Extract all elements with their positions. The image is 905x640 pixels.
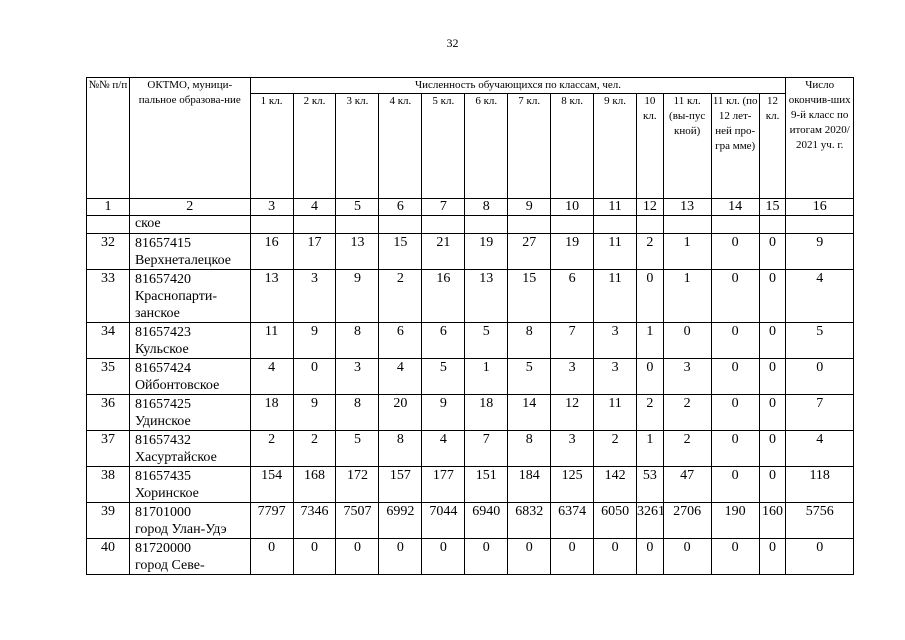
empty-cell (336, 216, 379, 234)
value-cell: 2 (594, 431, 637, 467)
empty-cell (637, 216, 664, 234)
value-cell: 5 (508, 359, 551, 395)
oktmo-code: 81657420 (134, 272, 191, 287)
value-cell: 17 (293, 234, 336, 270)
column-number: 8 (465, 199, 508, 216)
table-row (87, 395, 854, 431)
value-cell: 0 (786, 359, 854, 395)
value-cell: 0 (293, 359, 336, 395)
value-cell: 0 (759, 359, 786, 395)
empty-cell (379, 216, 422, 234)
municipality-name: Удинское (134, 414, 191, 429)
municipality-cell (129, 270, 250, 323)
table-row (87, 539, 854, 575)
column-number: 9 (508, 199, 551, 216)
value-cell: 0 (759, 467, 786, 503)
value-cell: 168 (293, 467, 336, 503)
value-cell: 8 (508, 323, 551, 359)
value-cell: 151 (465, 467, 508, 503)
header-grade: 12 кл. (759, 94, 786, 199)
value-cell: 8 (336, 395, 379, 431)
oktmo-code: 81657415 (134, 236, 191, 251)
table-row (87, 431, 854, 467)
value-cell: 0 (594, 539, 637, 575)
value-cell: 4 (786, 431, 854, 467)
row-number: 37 (87, 431, 130, 467)
header-row-group (87, 78, 854, 94)
value-cell: 1 (637, 323, 664, 359)
value-cell: 4 (250, 359, 293, 395)
value-cell: 21 (422, 234, 465, 270)
row-number: 38 (87, 467, 130, 503)
row-number: 36 (87, 395, 130, 431)
value-cell: 8 (379, 431, 422, 467)
value-cell: 3 (663, 359, 711, 395)
value-cell: 7 (786, 395, 854, 431)
value-cell: 9 (336, 270, 379, 323)
value-cell: 0 (711, 539, 759, 575)
value-cell: 0 (711, 270, 759, 323)
value-cell: 3 (551, 431, 594, 467)
header-graduates: Число окончив-ших 9-й класс по итогам 2020/ 2021 уч. г. (786, 78, 854, 199)
value-cell: 15 (508, 270, 551, 323)
value-cell: 2 (379, 270, 422, 323)
header-grade: 7 кл. (508, 94, 551, 199)
value-cell: 0 (711, 323, 759, 359)
value-cell: 157 (379, 467, 422, 503)
header-grade: 3 кл. (336, 94, 379, 199)
value-cell: 0 (711, 395, 759, 431)
value-cell: 6050 (594, 503, 637, 539)
continued-row (87, 216, 854, 234)
value-cell: 177 (422, 467, 465, 503)
value-cell: 3 (293, 270, 336, 323)
value-cell: 0 (711, 467, 759, 503)
value-cell: 3 (336, 359, 379, 395)
value-cell: 3 (551, 359, 594, 395)
header-grade: 11 кл. (по 12 лет-ней про-гра мме) (711, 94, 759, 199)
value-cell: 2 (663, 431, 711, 467)
value-cell: 0 (637, 539, 664, 575)
value-cell: 0 (379, 539, 422, 575)
empty-cell (87, 216, 130, 234)
value-cell: 2 (250, 431, 293, 467)
empty-cell (759, 216, 786, 234)
header-grades-group: Численность обучающихся по классам, чел. (250, 78, 786, 94)
municipality-cell (129, 467, 250, 503)
column-number: 1 (87, 199, 130, 216)
value-cell: 184 (508, 467, 551, 503)
value-cell: 0 (711, 431, 759, 467)
value-cell: 0 (250, 539, 293, 575)
value-cell: 16 (250, 234, 293, 270)
value-cell: 172 (336, 467, 379, 503)
value-cell: 125 (551, 467, 594, 503)
column-number: 16 (786, 199, 854, 216)
value-cell: 1 (637, 431, 664, 467)
municipality-name: Хоринское (134, 486, 199, 501)
value-cell: 5 (336, 431, 379, 467)
column-number: 12 (637, 199, 664, 216)
oktmo-code: 81657425 (134, 397, 191, 412)
header-oktmo: ОКТМО, муници-пальное образова-ние (129, 78, 250, 199)
table-row (87, 467, 854, 503)
oktmo-code: 81657424 (134, 361, 191, 376)
value-cell: 6374 (551, 503, 594, 539)
value-cell: 5756 (786, 503, 854, 539)
column-number: 10 (551, 199, 594, 216)
column-number: 13 (663, 199, 711, 216)
value-cell: 13 (336, 234, 379, 270)
value-cell: 7346 (293, 503, 336, 539)
header-number: №№ п/п (87, 78, 130, 199)
value-cell: 11 (594, 234, 637, 270)
row-number: 34 (87, 323, 130, 359)
continued-name: ское (129, 216, 250, 234)
column-number: 11 (594, 199, 637, 216)
value-cell: 9 (293, 323, 336, 359)
value-cell: 11 (594, 395, 637, 431)
value-cell: 6832 (508, 503, 551, 539)
row-number: 40 (87, 539, 130, 575)
value-cell: 0 (786, 539, 854, 575)
value-cell: 9 (422, 395, 465, 431)
value-cell: 118 (786, 467, 854, 503)
value-cell: 0 (336, 539, 379, 575)
value-cell: 5 (422, 359, 465, 395)
value-cell: 0 (711, 359, 759, 395)
value-cell: 9 (786, 234, 854, 270)
column-number: 15 (759, 199, 786, 216)
value-cell: 0 (759, 270, 786, 323)
table-body (87, 199, 854, 575)
value-cell: 0 (759, 395, 786, 431)
row-number: 32 (87, 234, 130, 270)
header-grade: 11 кл. (вы-пус кной) (663, 94, 711, 199)
value-cell: 53 (637, 467, 664, 503)
empty-cell (250, 216, 293, 234)
value-cell: 7507 (336, 503, 379, 539)
value-cell: 27 (508, 234, 551, 270)
value-cell: 142 (594, 467, 637, 503)
municipality-cell (129, 359, 250, 395)
value-cell: 15 (379, 234, 422, 270)
value-cell: 7 (551, 323, 594, 359)
value-cell: 0 (759, 323, 786, 359)
value-cell: 6 (422, 323, 465, 359)
column-number-row (87, 199, 854, 216)
value-cell: 18 (465, 395, 508, 431)
value-cell: 47 (663, 467, 711, 503)
oktmo-code: 81657432 (134, 433, 191, 448)
empty-cell (594, 216, 637, 234)
value-cell: 13 (465, 270, 508, 323)
header-grade: 9 кл. (594, 94, 637, 199)
column-number: 2 (129, 199, 250, 216)
value-cell: 8 (508, 431, 551, 467)
municipality-cell (129, 539, 250, 575)
empty-cell (508, 216, 551, 234)
column-number: 4 (293, 199, 336, 216)
oktmo-code: 81657435 (134, 469, 191, 484)
municipality-cell (129, 503, 250, 539)
municipality-name: Хасуртайское (134, 450, 217, 465)
value-cell: 19 (551, 234, 594, 270)
value-cell: 160 (759, 503, 786, 539)
value-cell: 9 (293, 395, 336, 431)
value-cell: 0 (293, 539, 336, 575)
empty-cell (786, 216, 854, 234)
value-cell: 0 (663, 539, 711, 575)
value-cell: 14 (508, 395, 551, 431)
municipality-name: Краснопарти-занское (134, 289, 217, 321)
column-number: 7 (422, 199, 465, 216)
value-cell: 0 (465, 539, 508, 575)
column-number: 14 (711, 199, 759, 216)
value-cell: 4 (379, 359, 422, 395)
value-cell: 0 (508, 539, 551, 575)
value-cell: 5 (786, 323, 854, 359)
value-cell: 0 (551, 539, 594, 575)
table-row (87, 323, 854, 359)
municipality-name: Верхнеталецкое (134, 253, 231, 268)
empty-cell (465, 216, 508, 234)
value-cell: 11 (250, 323, 293, 359)
value-cell: 6940 (465, 503, 508, 539)
value-cell: 4 (786, 270, 854, 323)
value-cell: 0 (759, 234, 786, 270)
value-cell: 6 (379, 323, 422, 359)
value-cell: 6 (551, 270, 594, 323)
value-cell: 19 (465, 234, 508, 270)
value-cell: 8 (336, 323, 379, 359)
value-cell: 0 (759, 431, 786, 467)
column-number: 6 (379, 199, 422, 216)
value-cell: 0 (637, 270, 664, 323)
row-number: 39 (87, 503, 130, 539)
header-grade: 10 кл. (637, 94, 664, 199)
value-cell: 7 (465, 431, 508, 467)
value-cell: 7797 (250, 503, 293, 539)
value-cell: 1 (663, 270, 711, 323)
value-cell: 12 (551, 395, 594, 431)
header-grade: 8 кл. (551, 94, 594, 199)
table-row (87, 503, 854, 539)
value-cell: 11 (594, 270, 637, 323)
municipality-cell (129, 234, 250, 270)
value-cell: 2 (663, 395, 711, 431)
oktmo-code: 81720000 (134, 541, 191, 556)
empty-cell (551, 216, 594, 234)
row-number: 33 (87, 270, 130, 323)
header-grade: 1 кл. (250, 94, 293, 199)
value-cell: 1 (663, 234, 711, 270)
column-number: 3 (250, 199, 293, 216)
oktmo-code: 81657423 (134, 325, 191, 340)
row-number: 35 (87, 359, 130, 395)
value-cell: 16 (422, 270, 465, 323)
empty-cell (711, 216, 759, 234)
value-cell: 0 (711, 234, 759, 270)
value-cell: 7044 (422, 503, 465, 539)
table-row (87, 270, 854, 323)
value-cell: 0 (759, 539, 786, 575)
municipality-name: город Севе- (134, 558, 205, 573)
value-cell: 0 (663, 323, 711, 359)
value-cell: 2 (293, 431, 336, 467)
value-cell: 0 (422, 539, 465, 575)
empty-cell (422, 216, 465, 234)
value-cell: 6992 (379, 503, 422, 539)
value-cell: 2706 (663, 503, 711, 539)
municipality-name: город Улан-Удэ (134, 522, 227, 537)
value-cell: 5 (465, 323, 508, 359)
municipality-name: Кульское (134, 342, 189, 357)
value-cell: 1 (465, 359, 508, 395)
value-cell: 3261 (637, 503, 664, 539)
header-grade: 2 кл. (293, 94, 336, 199)
column-number: 5 (336, 199, 379, 216)
oktmo-code: 81701000 (134, 505, 191, 520)
header-grade: 6 кл. (465, 94, 508, 199)
header-grade: 5 кл. (422, 94, 465, 199)
municipality-name: Ойбонтовское (134, 378, 220, 393)
municipality-cell (129, 395, 250, 431)
students-table (86, 77, 854, 575)
municipality-cell (129, 323, 250, 359)
value-cell: 0 (637, 359, 664, 395)
table-row (87, 234, 854, 270)
value-cell: 4 (422, 431, 465, 467)
header-grade: 4 кл. (379, 94, 422, 199)
value-cell: 13 (250, 270, 293, 323)
value-cell: 154 (250, 467, 293, 503)
value-cell: 190 (711, 503, 759, 539)
value-cell: 3 (594, 359, 637, 395)
page-number: 32 (446, 36, 459, 50)
value-cell: 20 (379, 395, 422, 431)
municipality-cell (129, 431, 250, 467)
empty-cell (663, 216, 711, 234)
value-cell: 18 (250, 395, 293, 431)
value-cell: 3 (594, 323, 637, 359)
table-row (87, 359, 854, 395)
value-cell: 2 (637, 395, 664, 431)
empty-cell (293, 216, 336, 234)
value-cell: 2 (637, 234, 664, 270)
